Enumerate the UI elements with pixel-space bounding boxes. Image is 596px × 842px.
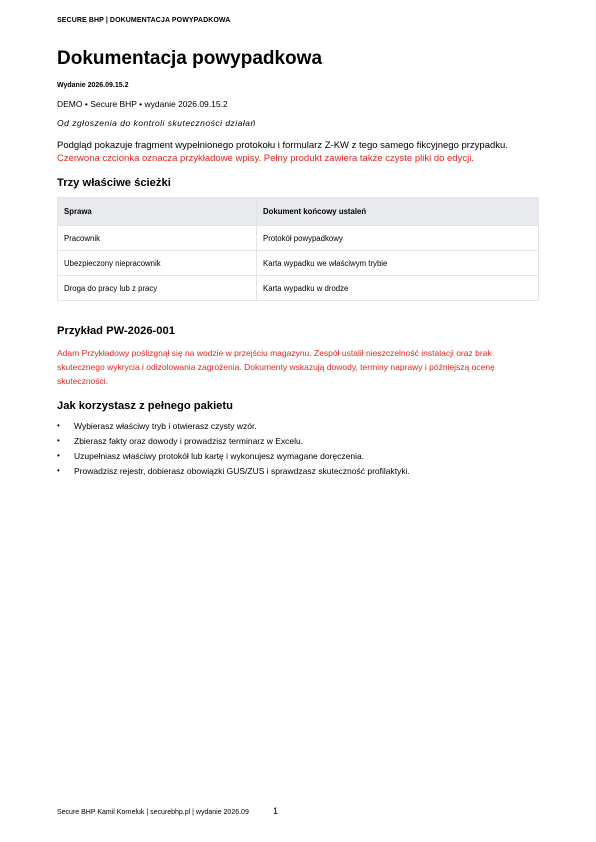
column-header: Dokument końcowy ustaleń — [257, 198, 539, 226]
table-cell: Karta wypadku we właściwym trybie — [257, 251, 539, 276]
bullet-icon: • — [57, 421, 60, 430]
list-item-text: Uzupełniasz właściwy protokół lub kartę i wykonujesz wymagane doręczenia. — [74, 451, 365, 461]
table-header-row — [58, 198, 539, 226]
bullet-icon: • — [57, 451, 60, 460]
sample-note: Czerwona czcionka oznacza przykładowe wpisy. Pełny produkt zawiera także czyste pliki do edycji. — [57, 153, 474, 164]
table-row — [58, 226, 539, 251]
table-row — [58, 276, 539, 301]
list-item — [57, 420, 537, 435]
table-cell: Ubezpieczony niepracownik — [58, 251, 257, 276]
section-heading-paths: Trzy właściwe ścieżki — [57, 177, 171, 189]
document-subtitle: Od zgłoszenia do kontroli skuteczności działań — [57, 118, 256, 128]
table-cell: Droga do pracy lub z pracy — [58, 276, 257, 301]
list-item — [57, 465, 537, 480]
example-paragraph: Adam Przykładowy poślizgnął się na wodzie w przejściu magazynu. Zespół ustalił nieszczelność instalacji oraz brak skutecznego wykrycia i odizolowania zagrożenia. Dokumenty wskazują dowody, terminy naprawy i późniejszą ocenę skuteczności. — [57, 348, 495, 386]
table-row — [58, 251, 539, 276]
table-cell: Protokół powypadkowy — [257, 226, 539, 251]
list-item-text: Zbierasz fakty oraz dowody i prowadzisz terminarz w Excelu. — [74, 436, 304, 446]
list-item — [57, 435, 537, 450]
list-item-text: Wybierasz właściwy tryb i otwierasz czysty wzór. — [74, 421, 257, 431]
page-number: 1 — [273, 806, 279, 816]
table-cell: Karta wypadku w drodze — [257, 276, 539, 301]
howto-list — [57, 420, 537, 480]
bullet-icon: • — [57, 466, 60, 475]
running-header: SECURE BHP | DOKUMENTACJA POWYPADKOWA — [57, 17, 231, 24]
bullet-icon: • — [57, 436, 60, 445]
section-heading-howto: Jak korzystasz z pełnego pakietu — [57, 400, 233, 412]
meta-line: DEMO • Secure BHP • wydanie 2026.09.15.2 — [57, 99, 228, 109]
column-header: Sprawa — [58, 198, 257, 226]
table-cell: Pracownik — [58, 226, 257, 251]
edition-label: Wydanie 2026.09.15.2 — [57, 82, 129, 89]
paths-table — [57, 197, 539, 301]
document-title: Dokumentacja powypadkowa — [57, 48, 323, 69]
list-item — [57, 450, 537, 465]
section-heading-example: Przykład PW-2026-001 — [57, 325, 175, 337]
list-item-text: Prowadzisz rejestr, dobierasz obowiązki GUS/ZUS i sprawdzasz skuteczność profilaktyki. — [74, 466, 410, 476]
page-footer: Secure BHP Kamil Korneluk | securebhp.pl | wydanie 2026.09 — [57, 809, 249, 816]
intro-paragraph: Podgląd pokazuje fragment wypełnionego protokołu i formularz Z-KW z tego samego fikcyjnego przypadku. — [57, 140, 508, 151]
